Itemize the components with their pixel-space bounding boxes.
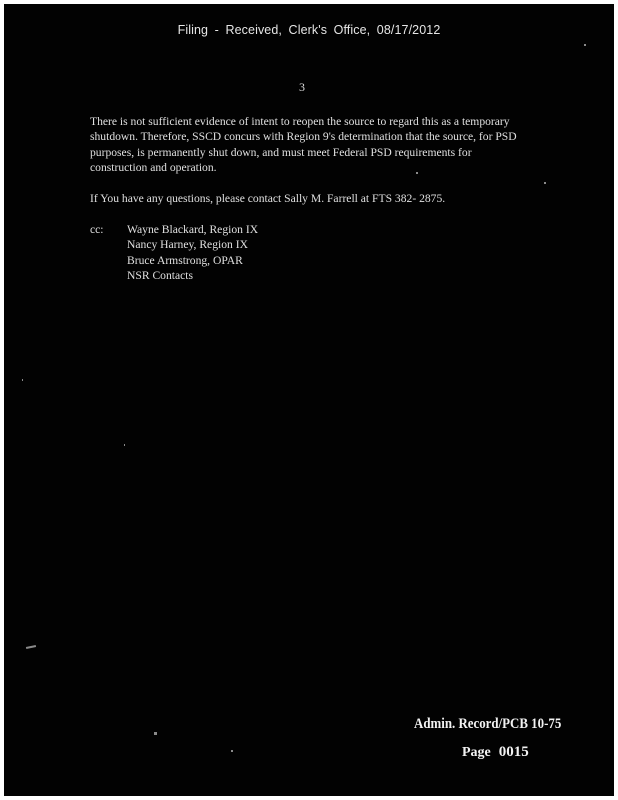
contact-paragraph: If You have any questions, please contact Sally M. Farrell at FTS 382- 2875. — [90, 192, 446, 205]
cc-recipient: NSR Contacts — [127, 269, 194, 283]
scan-speck — [231, 750, 233, 752]
cc-recipient: Nancy Harney, Region IX — [127, 238, 248, 252]
cc-recipient: Bruce Armstrong, OPAR — [127, 253, 243, 267]
scan-speck — [416, 172, 418, 174]
cc-recipient: Wayne Blackard, Region IX — [127, 223, 259, 236]
page-number: 3 — [299, 80, 305, 94]
document-page — [4, 4, 614, 796]
scan-speck — [154, 732, 157, 735]
scan-speck — [22, 379, 23, 381]
scan-speck — [584, 44, 586, 46]
cc-recipient-list — [127, 222, 258, 284]
page-stamp-value: 0015 — [498, 744, 529, 760]
page-stamp — [462, 744, 529, 761]
body-paragraph: There is not sufficient evidence of intent to reopen the source to regard this as a temporary shutdown. Therefore, SSCD concurs with Region 9's determination that the source, for PSD purposes, is permanently shut down, and must meet Federal PSD requirements for construction and operation. — [90, 115, 517, 175]
scan-speck — [124, 444, 125, 446]
filing-header: Filing - Received, Clerk's Office, 08/17/2012 — [177, 23, 441, 37]
scan-speck — [26, 645, 36, 649]
admin-record-stamp: Admin. Record/PCB 10-75 — [414, 716, 562, 732]
scan-speck — [544, 182, 546, 184]
cc-label: cc: — [90, 223, 104, 236]
page-stamp-label: Page — [462, 745, 491, 760]
